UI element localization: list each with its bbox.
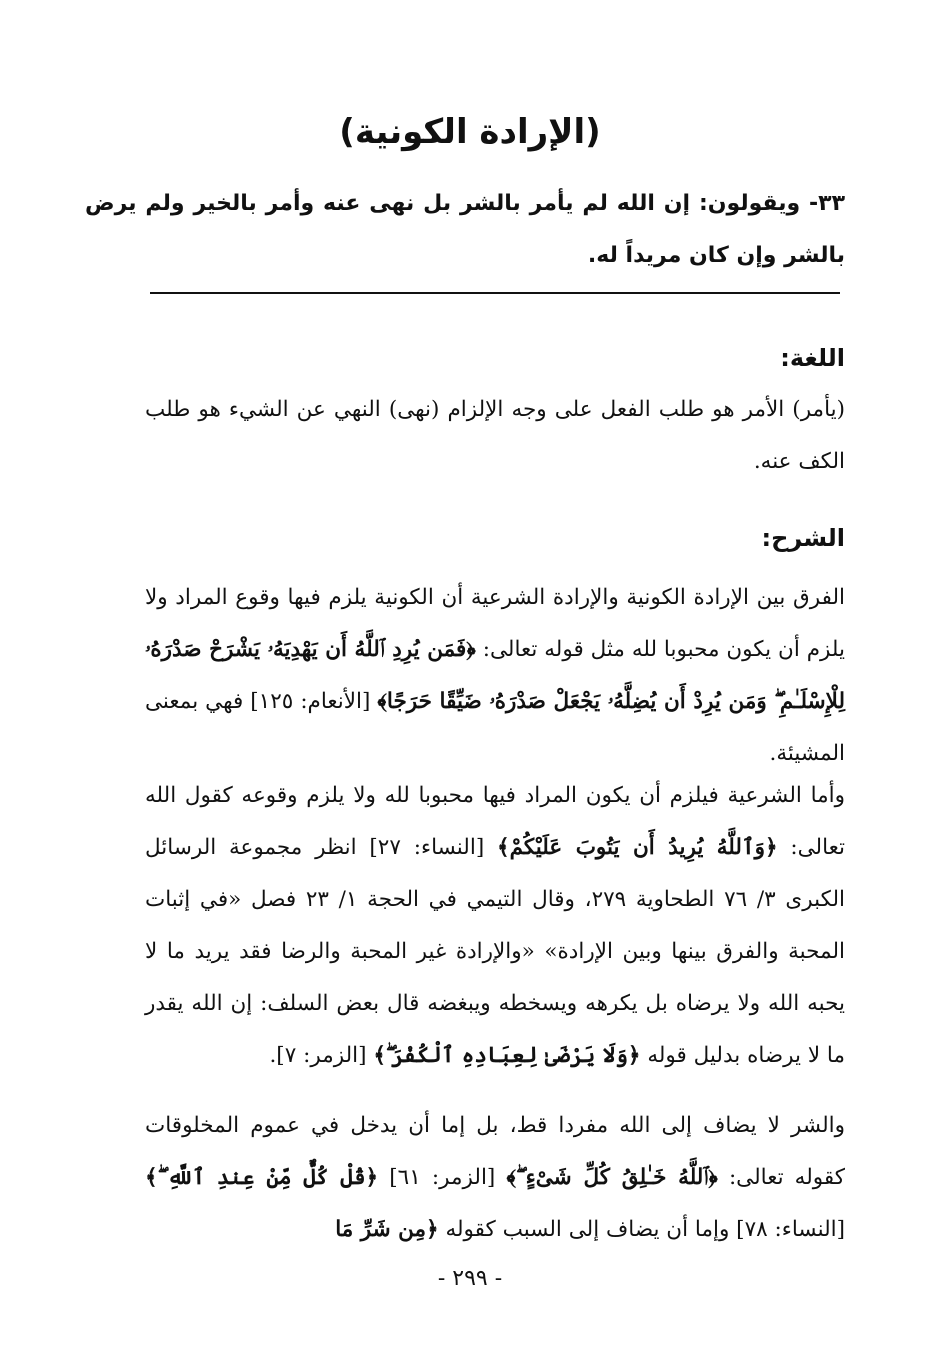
page-number: - ٢٩٩ - — [437, 1266, 503, 1291]
separator-rule — [150, 292, 840, 294]
lugha-heading: اللغة: — [780, 344, 845, 372]
para3-quran-verse-3: ﴿مِن شَرِّ مَا — [335, 1217, 439, 1242]
masail-text: ٣٣- ويقولون: إن الله لم يأمر بالشر بل نهى عنه وأمر بالخير ولم يرض بالشر وإن كان مريداً له. — [85, 191, 845, 268]
sharh-heading: الشرح: — [761, 524, 845, 552]
lugha-paragraph: (يأمر) الأمر هو طلب الفعل على وجه الإلزام (نهى) النهي عن الشيء هو طلب الكف عنه. — [145, 397, 845, 474]
para1-text-after: [الأنعام: ١٢٥] فهي بمعنى المشيئة. — [145, 689, 845, 766]
para2-text-middle: [النساء: ٢٧] انظر مجموعة الرسائل الكبرى ٣/ ٧٦ الطحاوية ٢٧٩، وقال التيمي في الحجة ١/ ٢٣ فصل «في إثبات المحبة والفرق بينها وبين الإرادة» «والإرادة غير المحبة والرضا فقد يريد ما لا يحبه الله ولا يرضاه بل يكرهه ويسخطه ويبغضه قال بعض السلف: إن الله يقدر ما لا يرضاه بدليل قوله — [145, 835, 845, 1068]
para3-text-middle-2: [النساء: ٧٨] وإما أن يضاف إلى السبب كقوله — [438, 1217, 845, 1242]
para3-quran-verse: ﴿ٱللَّهُ خَـٰلِقُ كُلِّ شَىْءٍ ۖ﴾ — [506, 1165, 718, 1190]
para2-text-before: وأما الشرعية فيلزم أن يكون المراد فيها محبوبا لله ولا يلزم وقوعه كقول الله تعالى: — [145, 783, 845, 860]
para1-quran-verse: ﴿فَمَن يُرِدِ ٱللَّهُ أَن يَهْدِيَهُۥ يَشْرَحْ صَدْرَهُۥ لِلْإِسْلَـٰمِ ۖ وَمَن يُرِدْ أَن يُضِلَّهُۥ يَجْعَلْ صَدْرَهُۥ ضَيِّقًا حَرَجًا﴾ — [145, 637, 845, 714]
sharh-paragraph-3 — [145, 1100, 845, 1256]
page-title: (الإرادة الكونية) — [339, 112, 601, 152]
para3-text-middle: [الزمر: ٦١] — [378, 1165, 507, 1190]
para2-quran-verse: ﴿وَٱللَّهُ يُرِيدُ أَن يَتُوبَ عَلَيْكُمْ﴾ — [497, 835, 778, 860]
para2-quran-verse-2: ﴿وَلَا يَرْضَىٰ لِعِبَادِهِ ٱلْكُفْرَ ۖ﴾ — [373, 1043, 641, 1068]
para1-text-before: الفرق بين الإرادة الكونية والإرادة الشرعية أن الكونية يلزم فيها وقوع المراد ولا يلزم أن يكون محبوبا لله مثل قوله تعالى: — [145, 585, 845, 662]
para2-text-after: [الزمر: ٧]. — [269, 1043, 374, 1068]
sharh-paragraph-1 — [145, 572, 845, 780]
para3-quran-verse-2: ﴿قُلْ كُلٌّ مِّنْ عِندِ ٱللَّهِ ۖ﴾ — [145, 1165, 379, 1190]
sharh-paragraph-2 — [145, 770, 845, 1082]
para3-text-before: والشر لا يضاف إلى الله مفردا قط، بل إما أن يدخل في عموم المخلوقات كقوله تعالى: — [145, 1113, 845, 1190]
